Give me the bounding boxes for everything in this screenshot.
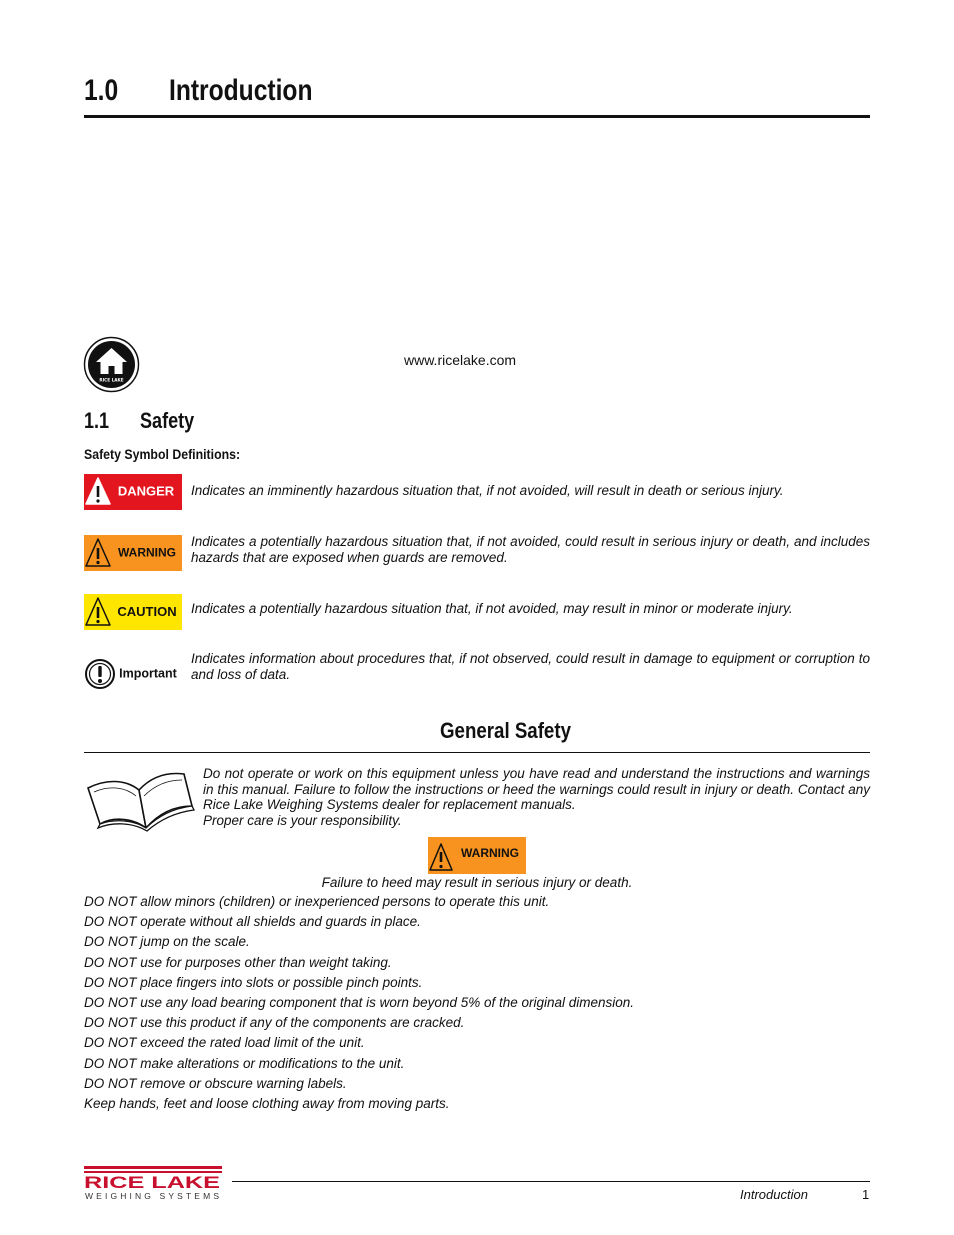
caution-definition: Indicates a potentially hazardous situation that, if not avoided, may result in minor or moderate injury. [191, 601, 793, 616]
home-icon[interactable] [83, 336, 140, 393]
manual-book-icon [84, 766, 196, 832]
chapter-heading [84, 70, 870, 118]
responsibility-text: Proper care is your responsibility. [203, 812, 402, 828]
list-item: DO NOT allow minors (children) or inexperienced persons to operate this unit. [84, 894, 550, 909]
warning-label: WARNING [118, 545, 176, 560]
warning-definition: Indicates a potentially hazardous situation that, if not avoided, could result in serious injury or death, and includes hazards that are exposed when guards are removed. [191, 534, 870, 565]
list-item: DO NOT operate without all shields and guards in place. [84, 914, 421, 930]
footer-divider [232, 1181, 870, 1182]
list-item: DO NOT jump on the scale. [84, 934, 250, 950]
chapter-title: Introduction [169, 74, 313, 107]
list-item: DO NOT use any load bearing component that is worn beyond 5% of the original dimension. [84, 994, 635, 1010]
intro-text: Do not operate or work on this equipment unless you have read and understand the instructions and warnings in this manual. Failure to follow the instructions or heed the warnings could result in injury or death. Contact any Rice Lake Weighing Systems dealer for replacement manuals. [203, 766, 870, 813]
list-item: DO NOT use for purposes other than weight taking. [84, 954, 392, 970]
general-safety-intro [203, 766, 870, 828]
danger-definition: Indicates an imminently hazardous situation that, if not avoided, will result in death or serious injury. [191, 483, 784, 498]
warning-caption: Failure to heed may result in serious injury or death. [321, 875, 633, 890]
list-item: DO NOT remove or obscure warning labels. [84, 1075, 347, 1091]
general-safety-title: General Safety [440, 718, 571, 743]
divider [84, 752, 870, 753]
definitions-heading: Safety Symbol Definitions: [84, 446, 241, 462]
logo-wordmark: RICE LAKE [84, 1173, 220, 1192]
page-number: 1 [862, 1187, 870, 1202]
rice-lake-logo [84, 1166, 224, 1202]
caution-label: CAUTION [117, 604, 177, 619]
list-item: DO NOT exceed the rated load limit of the unit. [84, 1035, 365, 1051]
logo-tagline: WEIGHING SYSTEMS [85, 1191, 219, 1201]
caution-badge [84, 594, 182, 630]
danger-badge [84, 474, 182, 510]
warning-badge [84, 535, 182, 571]
section-title: Safety [140, 408, 195, 433]
list-item: Keep hands, feet and loose clothing away from moving parts. [84, 1095, 450, 1111]
chapter-number: 1.0 [84, 74, 119, 107]
danger-label: DANGER [117, 483, 175, 499]
safety-rules-list [84, 894, 870, 1116]
important-definition: Indicates information about procedures that, if not observed, could result in damage to equipment or corruption to and loss of data. [191, 651, 870, 682]
footer-section-name: Introduction [740, 1187, 808, 1202]
list-item: DO NOT place fingers into slots or possible pinch points. [84, 974, 423, 990]
general-warning-badge [428, 837, 526, 874]
general-warning-label: WARNING [461, 846, 519, 860]
list-item: DO NOT make alterations or modifications to the unit. [84, 1055, 405, 1071]
home-icon-label: RICE LAKE [99, 377, 124, 383]
important-badge [84, 656, 182, 692]
important-label: Important [119, 666, 177, 681]
section-number: 1.1 [84, 408, 110, 433]
website-link[interactable]: www.ricelake.com [404, 352, 517, 368]
list-item: DO NOT use this product if any of the components are cracked. [84, 1015, 465, 1031]
